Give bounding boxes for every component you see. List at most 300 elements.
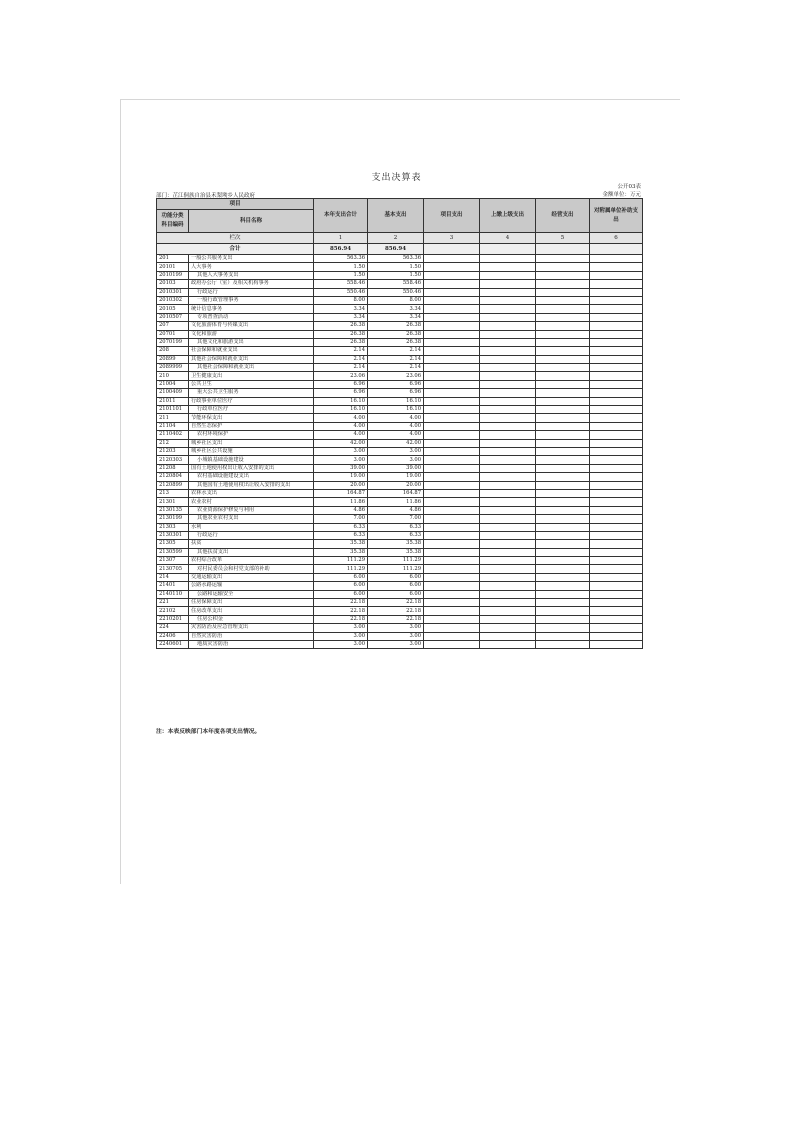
empty-cell [424, 640, 480, 648]
empty-cell [480, 515, 536, 523]
total-cell: 4.86 [314, 506, 368, 514]
basic-cell: 19.00 [368, 473, 424, 481]
name-cell: 文化旅游体育与传媒支出 [189, 322, 314, 330]
header-subsidy: 对附属单位补助支出 [590, 199, 643, 233]
table-row [157, 540, 643, 548]
total-cell: 16.10 [314, 397, 368, 405]
code-cell: 21305 [157, 540, 189, 548]
empty-cell [424, 305, 480, 313]
code-cell: 214 [157, 573, 189, 581]
empty-cell [424, 599, 480, 607]
total-cell: 1.50 [314, 271, 368, 279]
empty-cell [424, 431, 480, 439]
empty-cell [536, 280, 590, 288]
basic-cell: 3.00 [368, 640, 424, 648]
empty-cell [536, 322, 590, 330]
empty-cell [590, 573, 643, 581]
empty-cell [480, 296, 536, 304]
department-label: 部门：芷江侗族自治县禾梨坳乡人民政府 [156, 193, 256, 199]
table-row [157, 406, 643, 414]
empty-cell [424, 288, 480, 296]
table-row [157, 515, 643, 523]
table-row [157, 615, 643, 623]
empty-cell [424, 632, 480, 640]
empty-cell [536, 414, 590, 422]
total-cell: 558.46 [314, 280, 368, 288]
name-cell: 城乡社区支出 [189, 439, 314, 447]
empty-cell [424, 422, 480, 430]
name-cell: 住房公积金 [189, 615, 314, 623]
code-cell: 21303 [157, 523, 189, 531]
empty-cell [536, 439, 590, 447]
empty-cell [424, 565, 480, 573]
empty-cell [480, 489, 536, 497]
basic-cell: 8.00 [368, 296, 424, 304]
table-row [157, 531, 643, 539]
empty-cell [590, 473, 643, 481]
total-cell: 3.00 [314, 447, 368, 455]
code-cell: 22102 [157, 607, 189, 615]
table-row [157, 305, 643, 313]
basic-cell: 111.29 [368, 557, 424, 565]
empty-cell [424, 464, 480, 472]
empty-cell [536, 431, 590, 439]
empty-cell [536, 255, 590, 263]
empty-cell [590, 397, 643, 405]
empty-cell [590, 263, 643, 271]
empty-cell [590, 540, 643, 548]
empty-cell [536, 481, 590, 489]
empty-cell [424, 548, 480, 556]
total-cell: 42.00 [314, 439, 368, 447]
column-index: 3 [424, 233, 480, 244]
empty-cell [480, 540, 536, 548]
empty-cell [480, 473, 536, 481]
total-cell: 11.86 [314, 498, 368, 506]
empty-cell [424, 456, 480, 464]
empty-cell [536, 548, 590, 556]
empty-cell [536, 397, 590, 405]
empty-cell [480, 305, 536, 313]
empty-cell [424, 473, 480, 481]
total-cell: 563.36 [314, 255, 368, 263]
empty-cell [590, 590, 643, 598]
name-cell: 其他国有土地使用权出让收入安排的支出 [189, 481, 314, 489]
table-row [157, 431, 643, 439]
empty-cell [590, 582, 643, 590]
empty-cell [424, 624, 480, 632]
empty-cell [424, 582, 480, 590]
basic-cell: 1.50 [368, 263, 424, 271]
empty-cell [536, 271, 590, 279]
table-row [157, 330, 643, 338]
empty-cell [536, 473, 590, 481]
empty-cell [424, 615, 480, 623]
unit-label: 金额单位：万元 [602, 192, 641, 198]
empty-cell [424, 347, 480, 355]
basic-cell: 2.14 [368, 364, 424, 372]
empty-cell [480, 573, 536, 581]
header-total: 本年支出合计 [314, 199, 368, 233]
code-cell: 21208 [157, 464, 189, 472]
empty-cell [480, 414, 536, 422]
empty-cell [424, 447, 480, 455]
name-cell: 公路水路运输 [189, 582, 314, 590]
table-row [157, 632, 643, 640]
empty-cell [480, 397, 536, 405]
code-cell: 211 [157, 414, 189, 422]
empty-cell [424, 439, 480, 447]
empty-cell [536, 498, 590, 506]
code-cell: 20105 [157, 305, 189, 313]
empty-cell [590, 489, 643, 497]
empty-cell [536, 456, 590, 464]
empty-cell [480, 431, 536, 439]
empty-cell [536, 364, 590, 372]
empty-cell [590, 322, 643, 330]
name-cell: 卫生健康支出 [189, 372, 314, 380]
basic-cell: 26.38 [368, 330, 424, 338]
basic-cell: 6.00 [368, 590, 424, 598]
name-cell: 农林水支出 [189, 489, 314, 497]
table-row [157, 456, 643, 464]
empty-cell [480, 364, 536, 372]
empty-cell [480, 330, 536, 338]
empty-cell [480, 338, 536, 346]
empty-cell [480, 464, 536, 472]
total-cell: 4.00 [314, 414, 368, 422]
name-cell: 行政运行 [189, 531, 314, 539]
basic-cell: 164.87 [368, 489, 424, 497]
total-row [157, 244, 643, 255]
code-cell: 2089999 [157, 364, 189, 372]
name-cell: 农村基础设施建设支出 [189, 473, 314, 481]
empty-cell [536, 632, 590, 640]
header-row-project [157, 199, 643, 210]
empty-cell [480, 531, 536, 539]
code-cell: 212 [157, 439, 189, 447]
table-row [157, 439, 643, 447]
table-row [157, 523, 643, 531]
basic-cell: 26.38 [368, 322, 424, 330]
basic-cell: 4.00 [368, 414, 424, 422]
table-row [157, 372, 643, 380]
empty-cell [424, 573, 480, 581]
header-name: 科目名称 [189, 210, 314, 233]
code-cell: 20101 [157, 263, 189, 271]
name-cell: 行政运行 [189, 288, 314, 296]
empty-cell [536, 389, 590, 397]
basic-cell: 563.36 [368, 255, 424, 263]
footnote: 注：本表反映部门本年度各项支出情况。 [156, 729, 261, 735]
empty-cell [424, 296, 480, 304]
basic-cell: 4.00 [368, 431, 424, 439]
basic-cell: 558.46 [368, 280, 424, 288]
name-cell: 灾害防治及应急管理支出 [189, 624, 314, 632]
code-cell: 213 [157, 489, 189, 497]
name-cell: 扶贫 [189, 540, 314, 548]
table-row [157, 422, 643, 430]
empty-cell [590, 338, 643, 346]
basic-cell: 2.14 [368, 347, 424, 355]
empty-cell [590, 347, 643, 355]
empty-cell [590, 330, 643, 338]
table-row [157, 380, 643, 388]
empty-cell [536, 489, 590, 497]
basic-cell: 23.06 [368, 372, 424, 380]
total-cell: 22.18 [314, 607, 368, 615]
empty-cell [590, 389, 643, 397]
table-row [157, 263, 643, 271]
name-cell: 专项普查活动 [189, 313, 314, 321]
table-row [157, 624, 643, 632]
code-cell: 2210201 [157, 615, 189, 623]
code-cell: 2070199 [157, 338, 189, 346]
empty-cell [480, 548, 536, 556]
empty-cell [590, 271, 643, 279]
code-cell: 2130301 [157, 531, 189, 539]
name-cell: 国有土地使用权出让收入安排的支出 [189, 464, 314, 472]
empty-cell [424, 414, 480, 422]
total-cell: 4.00 [314, 431, 368, 439]
name-cell: 文化和旅游 [189, 330, 314, 338]
total-cell: 550.46 [314, 288, 368, 296]
empty-cell [424, 523, 480, 531]
column-index: 1 [314, 233, 368, 244]
empty-cell [536, 640, 590, 648]
code-cell: 2130199 [157, 515, 189, 523]
table-row [157, 481, 643, 489]
empty-cell [536, 599, 590, 607]
empty-cell [536, 557, 590, 565]
empty-cell [480, 347, 536, 355]
empty-cell [590, 506, 643, 514]
report-title: 支出决算表 [371, 173, 422, 183]
total-cell: 2.14 [314, 355, 368, 363]
total-cell: 1.50 [314, 263, 368, 271]
table-row [157, 364, 643, 372]
empty-cell [480, 372, 536, 380]
header-business: 经营支出 [536, 199, 590, 233]
empty-cell [536, 464, 590, 472]
empty-cell [424, 506, 480, 514]
code-cell: 208 [157, 347, 189, 355]
basic-cell: 1.50 [368, 271, 424, 279]
empty-cell [536, 263, 590, 271]
empty-cell [424, 338, 480, 346]
basic-cell: 20.00 [368, 481, 424, 489]
basic-cell: 16.10 [368, 397, 424, 405]
empty-cell [480, 506, 536, 514]
total-cell: 16.10 [314, 406, 368, 414]
empty-cell [536, 380, 590, 388]
basic-cell: 3.00 [368, 456, 424, 464]
empty-cell [536, 565, 590, 573]
empty-cell [536, 338, 590, 346]
empty-cell [480, 244, 536, 255]
basic-cell: 22.18 [368, 607, 424, 615]
empty-cell [480, 380, 536, 388]
empty-cell [424, 280, 480, 288]
name-cell: 城乡社区公共设施 [189, 447, 314, 455]
empty-cell [536, 582, 590, 590]
empty-cell [590, 280, 643, 288]
basic-cell: 6.96 [368, 389, 424, 397]
code-cell: 21104 [157, 422, 189, 430]
empty-cell [536, 590, 590, 598]
basic-cell: 3.00 [368, 632, 424, 640]
page-border-top [120, 99, 680, 100]
empty-cell [590, 498, 643, 506]
code-cell: 2130135 [157, 506, 189, 514]
name-cell: 重大公共卫生服务 [189, 389, 314, 397]
empty-cell [536, 607, 590, 615]
empty-cell [590, 464, 643, 472]
empty-cell [424, 389, 480, 397]
basic-cell: 3.00 [368, 624, 424, 632]
table-row [157, 414, 643, 422]
total-cell: 20.00 [314, 481, 368, 489]
empty-cell [536, 523, 590, 531]
empty-cell [536, 305, 590, 313]
empty-cell [590, 305, 643, 313]
empty-cell [480, 322, 536, 330]
empty-cell [536, 347, 590, 355]
code-cell: 21301 [157, 498, 189, 506]
basic-cell: 2.14 [368, 355, 424, 363]
table-row [157, 322, 643, 330]
basic-cell: 26.38 [368, 338, 424, 346]
empty-cell [480, 271, 536, 279]
empty-cell [480, 255, 536, 263]
empty-cell [424, 540, 480, 548]
basic-cell: 42.00 [368, 439, 424, 447]
empty-cell [480, 640, 536, 648]
basic-cell: 22.18 [368, 615, 424, 623]
name-cell: 人大事务 [189, 263, 314, 271]
empty-cell [536, 355, 590, 363]
name-cell: 地质灾害防治 [189, 640, 314, 648]
empty-cell [590, 607, 643, 615]
name-cell: 一般行政管理事务 [189, 296, 314, 304]
empty-cell [480, 439, 536, 447]
empty-cell [424, 271, 480, 279]
total-cell: 3.00 [314, 640, 368, 648]
empty-cell [536, 624, 590, 632]
total-amount: 856.94 [314, 244, 368, 255]
empty-cell [424, 380, 480, 388]
empty-cell [536, 447, 590, 455]
empty-cell [480, 498, 536, 506]
empty-cell [590, 640, 643, 648]
basic-cell: 35.38 [368, 548, 424, 556]
empty-cell [536, 540, 590, 548]
basic-cell: 11.86 [368, 498, 424, 506]
name-cell: 统计信息事务 [189, 305, 314, 313]
basic-cell: 111.29 [368, 565, 424, 573]
name-cell: 住房改革支出 [189, 607, 314, 615]
total-cell: 26.38 [314, 338, 368, 346]
empty-cell [424, 330, 480, 338]
basic-cell: 4.86 [368, 506, 424, 514]
total-cell: 3.34 [314, 305, 368, 313]
code-cell: 2240601 [157, 640, 189, 648]
table-row [157, 590, 643, 598]
table-row [157, 565, 643, 573]
empty-cell [590, 481, 643, 489]
code-cell: 2010302 [157, 296, 189, 304]
total-cell: 35.38 [314, 548, 368, 556]
empty-cell [590, 380, 643, 388]
empty-cell [424, 355, 480, 363]
code-cell: 2010507 [157, 313, 189, 321]
empty-cell [536, 573, 590, 581]
empty-cell [536, 288, 590, 296]
table-row [157, 489, 643, 497]
empty-cell [590, 632, 643, 640]
column-index-row [157, 233, 643, 244]
basic-cell: 6.33 [368, 531, 424, 539]
form-number: 公开03表 [617, 184, 641, 190]
empty-cell [424, 406, 480, 414]
empty-cell [590, 456, 643, 464]
table-row [157, 607, 643, 615]
empty-cell [480, 624, 536, 632]
total-cell: 3.34 [314, 313, 368, 321]
empty-cell [590, 364, 643, 372]
empty-cell [590, 244, 643, 255]
empty-cell [536, 372, 590, 380]
name-cell: 公路和运输安全 [189, 590, 314, 598]
basic-cell: 22.18 [368, 599, 424, 607]
empty-cell [536, 406, 590, 414]
basic-cell: 35.38 [368, 540, 424, 548]
name-cell: 对村民委员会和村党支部的补助 [189, 565, 314, 573]
empty-cell [590, 515, 643, 523]
table-row [157, 355, 643, 363]
name-cell: 其他农业农村支出 [189, 515, 314, 523]
empty-cell [424, 607, 480, 615]
empty-cell [536, 515, 590, 523]
table-row [157, 347, 643, 355]
code-cell: 2120804 [157, 473, 189, 481]
empty-cell [480, 632, 536, 640]
empty-cell [536, 615, 590, 623]
code-cell: 2100409 [157, 389, 189, 397]
name-cell: 农业农村 [189, 498, 314, 506]
empty-cell [590, 406, 643, 414]
name-cell: 其他社会保障和就业支出 [189, 355, 314, 363]
code-cell: 2140110 [157, 590, 189, 598]
empty-cell [480, 456, 536, 464]
table-row [157, 464, 643, 472]
name-cell: 其他扶贫支出 [189, 548, 314, 556]
total-cell: 3.00 [314, 632, 368, 640]
empty-cell [424, 313, 480, 321]
empty-cell [590, 255, 643, 263]
empty-cell [424, 255, 480, 263]
empty-cell [590, 557, 643, 565]
total-cell: 6.96 [314, 389, 368, 397]
empty-cell [480, 288, 536, 296]
code-cell: 21401 [157, 582, 189, 590]
total-cell: 22.18 [314, 599, 368, 607]
table-row [157, 255, 643, 263]
empty-cell [480, 557, 536, 565]
name-cell: 其他人大事务支出 [189, 271, 314, 279]
code-cell: 2120899 [157, 481, 189, 489]
code-cell: 210 [157, 372, 189, 380]
